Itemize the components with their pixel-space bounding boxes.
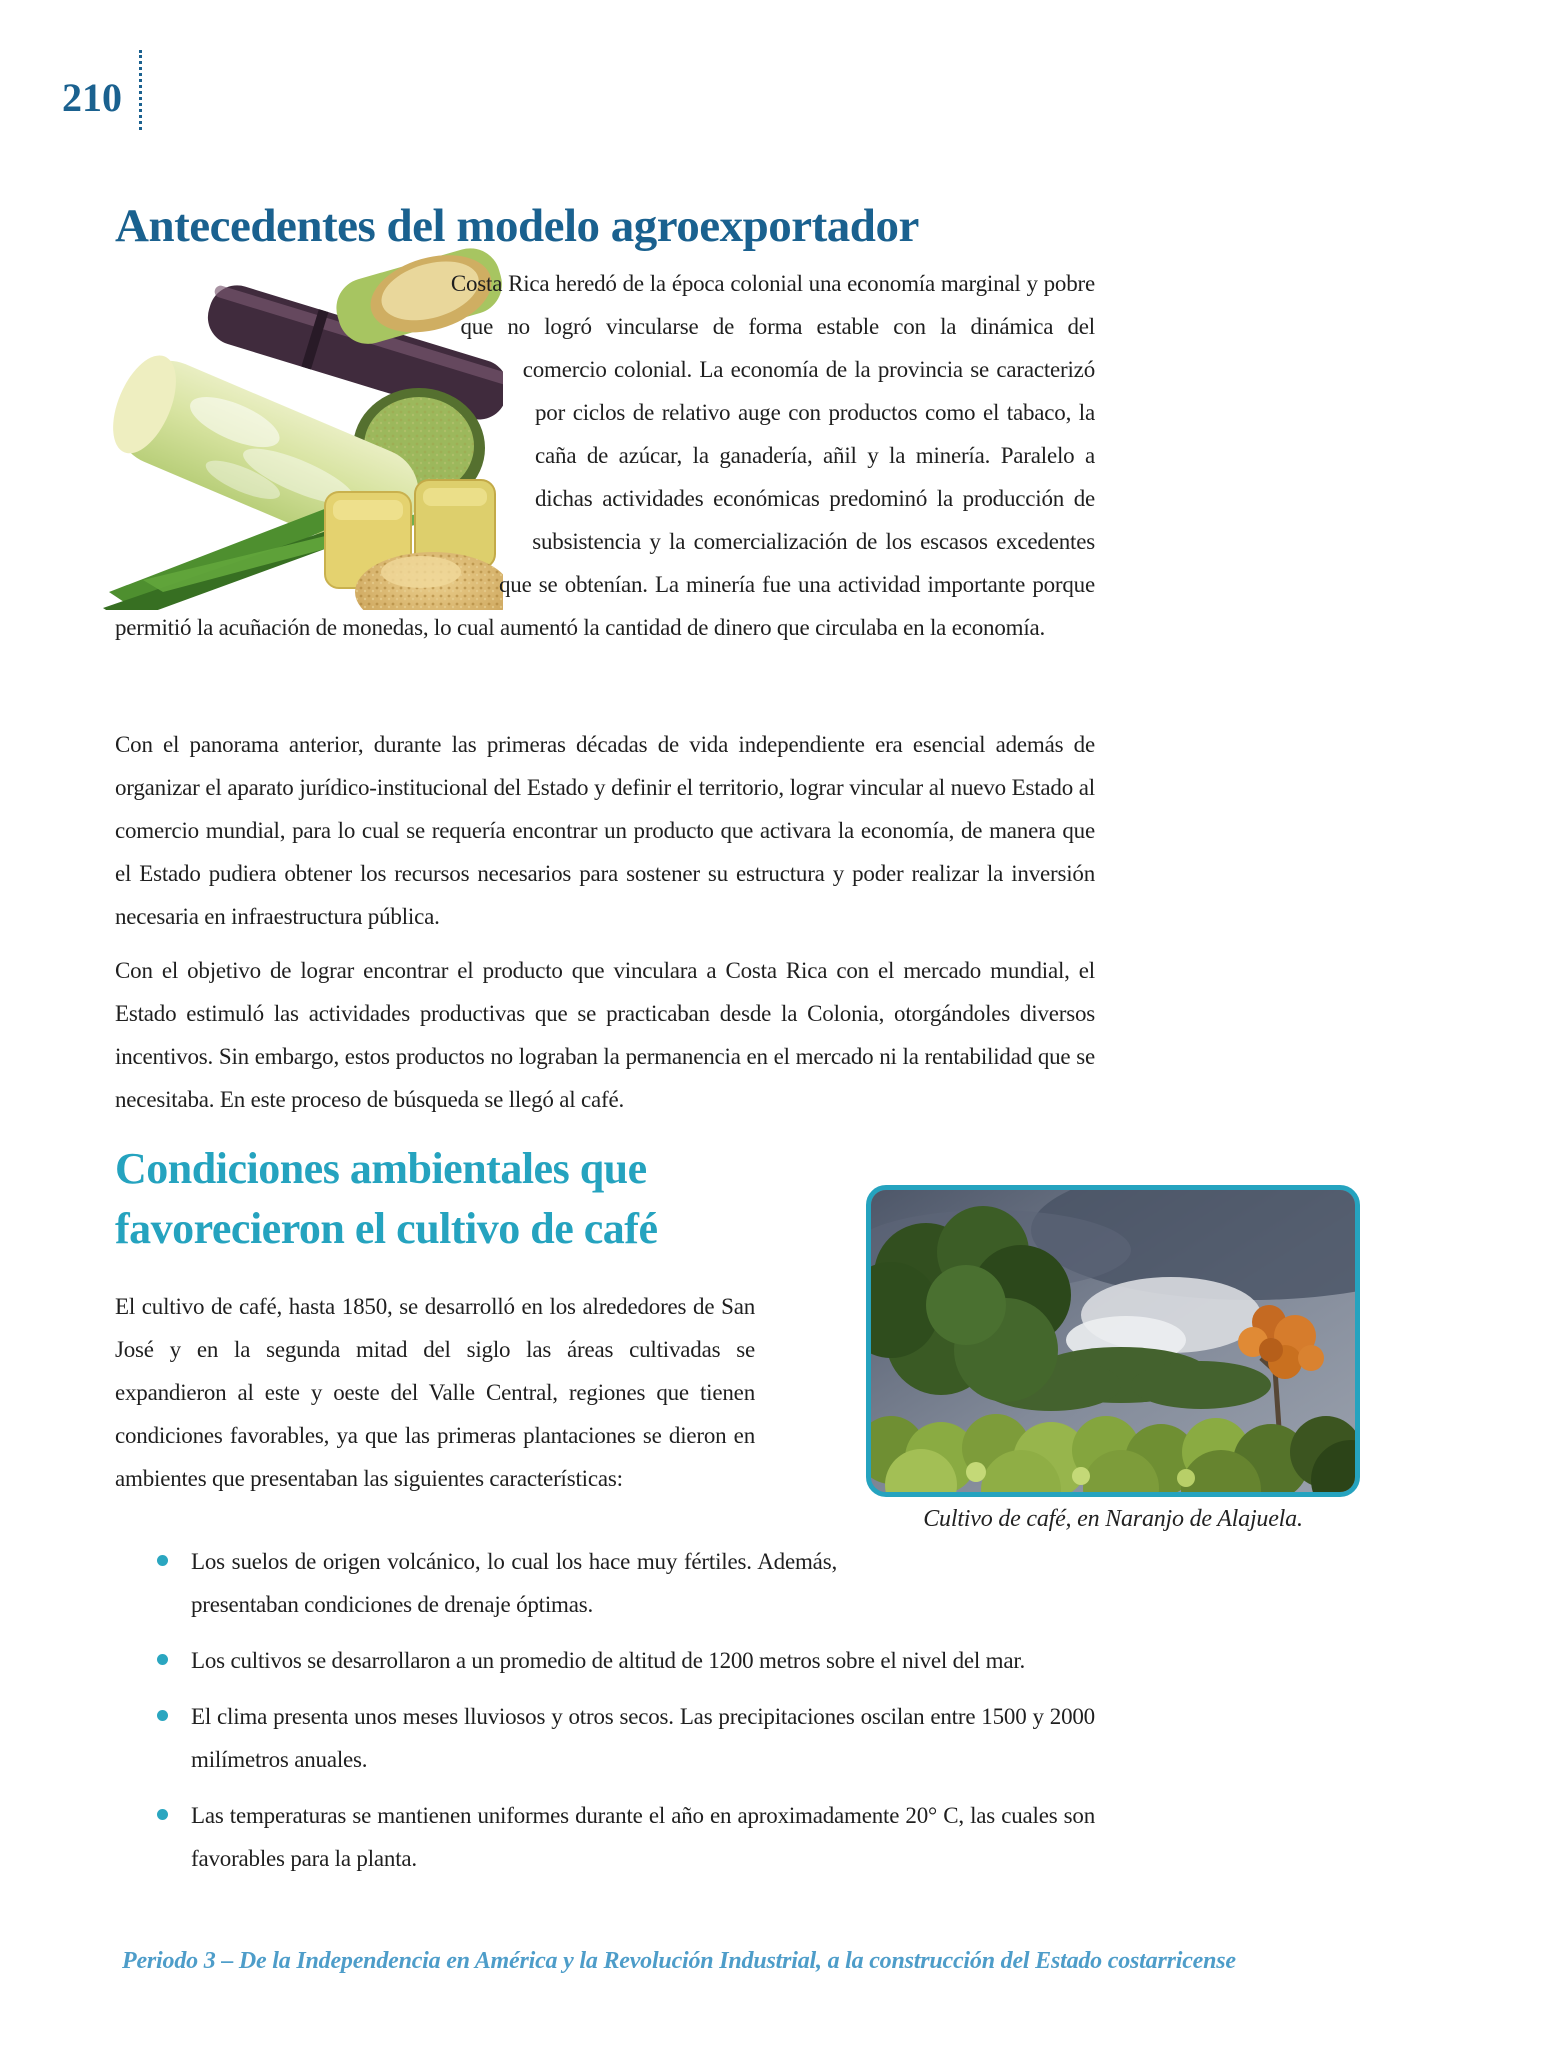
intro-paragraph-1-block bbox=[115, 262, 1095, 649]
bullet-icon bbox=[157, 1710, 168, 1721]
paragraph: Con el objetivo de lograr encontrar el producto que vinculara a Costa Rica con el mercado mundial, el Estado estimuló las actividades productivas que se practicaban desde la Colonia, otorgándoles diversos incentivos. Sin embargo, estos productos no lograban la permanencia en el mercado ni la rentabilidad que se necesitaba. En este proceso de búsqueda se llegó al café. bbox=[115, 958, 1095, 1112]
list-item-text: Las temperaturas se mantienen uniformes durante el año en aproximadamente 20° C, las cuales son favorables para la planta. bbox=[191, 1803, 1095, 1871]
dotted-divider bbox=[139, 50, 142, 130]
bullet-list bbox=[115, 1540, 1095, 1893]
page-number: 210 bbox=[62, 75, 122, 120]
list-item-text: Los cultivos se desarrollaron a un promedio de altitud de 1200 metros sobre el nivel del mar. bbox=[191, 1648, 1026, 1673]
list-item bbox=[115, 1695, 1095, 1781]
page-title: Antecedentes del modelo agroexportador bbox=[115, 200, 919, 253]
footer-text: Periodo 3 – De la Independencia en América y la Revolución Industrial, a la construcción del Estado costarricense bbox=[122, 1948, 1236, 1974]
list-item bbox=[115, 1794, 1095, 1880]
bullet-icon bbox=[157, 1809, 168, 1820]
coffee-plantation-photo bbox=[866, 1185, 1360, 1497]
coffee-intro-paragraph: El cultivo de café, hasta 1850, se desarrolló en los alrededores de San José y en la segunda mitad del siglo las áreas cultivadas se expandieron al este y oeste del Valle Central, regiones que tienen condiciones favorables, ya que las primeras plantaciones se dieron en ambientes que presentaban las siguientes características: bbox=[115, 1294, 755, 1491]
wrap-spacer bbox=[837, 1540, 1095, 1583]
paragraph: Costa Rica heredó de la época colonial una economía marginal y pobre que no logró vincularse de forma estable con la dinámica del comercio colonial. La economía de la provincia se caracterizó por ciclos de relativo auge con productos como el tabaco, la caña de azúcar, la ganadería, añil y la minería. Paralelo a dichas actividades económicas predominó la producción de subsistencia y la comercialización de los escasos excedentes que se obtenían. La minería fue una actividad importante porque permitió la acuñación de monedas, lo cual aumentó la cantidad de dinero que circulaba en la economía. bbox=[115, 271, 1095, 640]
list-item-text: El clima presenta unos meses lluviosos y otros secos. Las precipitaciones oscilan entre 1500 y 2000 milímetros anuales. bbox=[191, 1704, 1095, 1772]
sugarcane-illustration-icon bbox=[103, 210, 503, 610]
bullet-icon bbox=[157, 1654, 168, 1665]
paragraph: Con el panorama anterior, durante las primeras décadas de vida independiente era esencial además de organizar el aparato jurídico-institucional del Estado y definir el territorio, lograr vincular al nuevo Estado al comercio mundial, para lo cual se requería encontrar un producto que activara la economía, de manera que el Estado pudiera obtener los recursos necesarios para sostener su estructura y poder realizar la inversión necesaria en infraestructura pública. bbox=[115, 732, 1095, 929]
section-heading: Condiciones ambientales que favorecieron el cultivo de café bbox=[115, 1143, 658, 1253]
coffee-plantation-illustration-icon bbox=[871, 1190, 1355, 1492]
bullet-icon bbox=[157, 1555, 168, 1566]
photo-caption: Cultivo de café, en Naranjo de Alajuela. bbox=[923, 1506, 1303, 1532]
list-item-text: Los suelos de origen volcánico, lo cual los hace muy fértiles. Además, presentaban condiciones de drenaje óptimas. bbox=[191, 1549, 837, 1617]
list-item bbox=[115, 1540, 1095, 1626]
list-item bbox=[115, 1639, 1095, 1682]
